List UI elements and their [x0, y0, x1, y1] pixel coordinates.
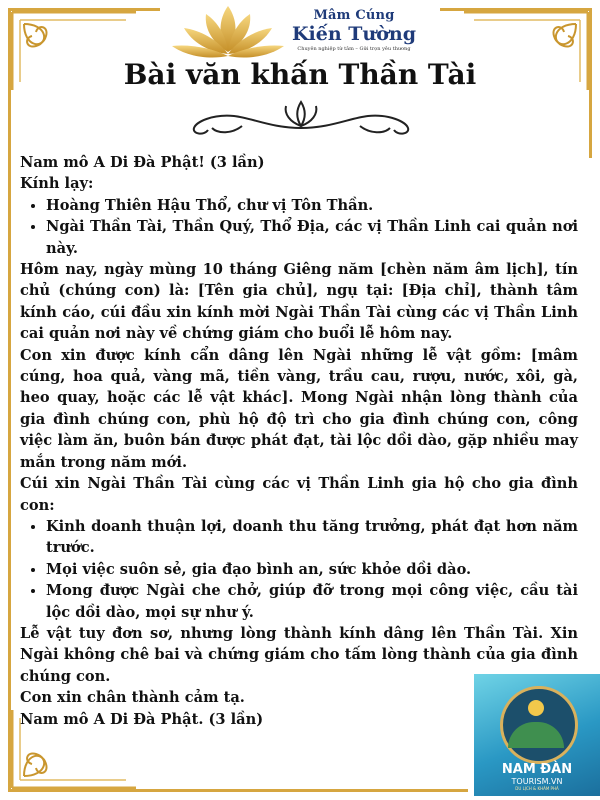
list-item: • Mong được Ngài che chở, giúp đỡ trong mọi công việc, cầu tài lộc dồi dào, mọi sự như ý. — [46, 580, 578, 623]
paragraph: Cúi xin Ngài Thần Tài cùng các vị Thần Linh gia hộ cho gia đình con: — [20, 475, 578, 514]
closing-line: Nam mô A Di Đà Phật. (3 lần) — [20, 710, 264, 728]
ornamental-divider-icon — [182, 96, 420, 138]
paragraph: Hôm nay, ngày mùng 10 tháng Giêng năm [chèn năm âm lịch], tín chủ (chúng con) là: [Tên gia chủ], ngụ tại: [Địa chỉ], thành tâm kính cáo, cúi đầu xin kính mời Ngài Thần Tài cùng các vị Thần Linh cai quản nơi này về chứng giám cho buổi lễ hôm nay. — [20, 261, 578, 343]
frame-left-line — [8, 8, 11, 792]
list-item: • Mọi việc suôn sẻ, gia đạo bình an, sức khỏe dồi dào. — [46, 559, 578, 580]
promo-logo-badge[interactable] — [474, 674, 600, 796]
prayer-text — [20, 152, 578, 730]
promo-title: NAM ĐÀN — [501, 762, 573, 777]
list-item: • Hoàng Thiên Hậu Thổ, chư vị Tôn Thần. — [46, 195, 578, 216]
brand-name: Kiến Tường — [292, 23, 416, 45]
deity-list — [20, 195, 578, 259]
wish-list — [20, 516, 578, 623]
promo-tagline: DU LỊCH & KHÁM PHÁ — [515, 786, 559, 791]
opening-line: Nam mô A Di Đà Phật! (3 lần) — [20, 154, 265, 171]
lotus-logo-icon — [168, 2, 288, 64]
list-item: • Ngài Thần Tài, Thần Quý, Thổ Địa, các vị Thần Linh cai quản nơi này. — [46, 216, 578, 259]
paragraph: Lễ vật tuy đơn sơ, nhưng lòng thành kính dâng lên Thần Tài. Xin Ngài không chê bai và chứng giám cho tấm lòng thành của gia đình chúng con. — [20, 624, 578, 685]
salutation: Kính lạy: — [20, 175, 94, 193]
list-item: • Kinh doanh thuận lợi, doanh thu tăng trưởng, phát đạt hơn năm trước. — [46, 516, 578, 559]
sun-icon — [528, 700, 544, 716]
page-title: Bài văn khấn Thần Tài — [123, 58, 477, 91]
brand-block — [284, 8, 424, 52]
promo-subtitle: TOURISM.VN — [511, 777, 563, 786]
paragraph: Con xin chân thành cảm tạ. — [20, 689, 245, 707]
brand-top-text: Mâm Cúng — [313, 8, 395, 23]
brand-tagline: Chuyên nghiệp từ tâm – Gửi trọn yêu thương — [297, 46, 411, 52]
paragraph: Con xin được kính cẩn dâng lên Ngài những lễ vật gồm: [mâm cúng, hoa quả, vàng mã, tiền vàng, trầu cau, rượu, nước, xôi, gà, heo quay, hoặc các lễ vật khác]. Mong Ngài nhận lòng thành của gia đình chúng con, phù hộ độ trì cho gia đình chúng con, công việc làm ăn, buôn bán được phát đạt, tài lộc dồi dào, gặp nhiều may mắn trong năm mới. — [20, 346, 578, 471]
